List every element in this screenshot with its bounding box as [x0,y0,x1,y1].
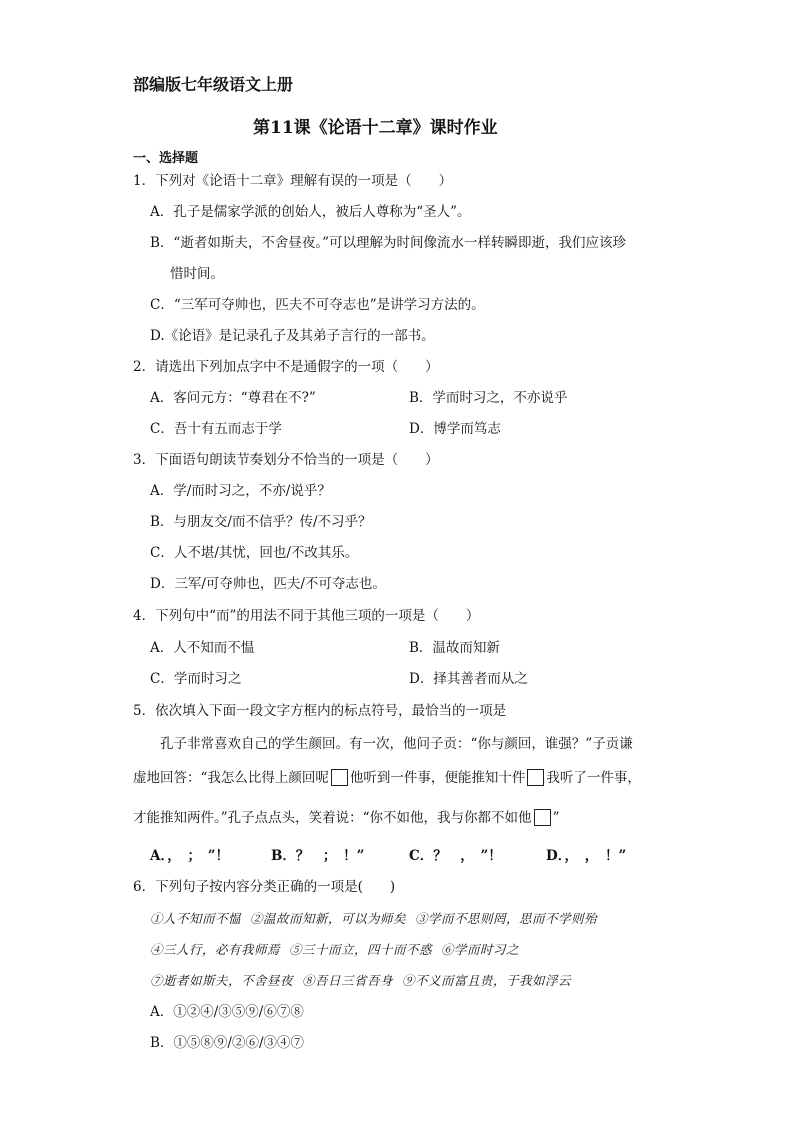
question-1-option-c: C．“三军可夺帅也，匹夫不可夺志也”是讲学习方法的。 [150,297,485,313]
question-5-option-c: C．？ ， ”！ [409,848,502,864]
question-4-option-b: B．温故而知新 [409,640,500,656]
question-5-passage-line-1: 孔子非常喜欢自己的学生颜回。有一次，他问子贡：“你与颜回，谁强？”子贡谦 [160,736,633,752]
page-title: 第11课《论语十二章》课时作业 [253,118,498,138]
question-6-option-b: B．①⑤⑧⑨/②⑥/③④⑦ [150,1035,305,1051]
question-3-option-d: D．三军/可夺帅也，匹夫/不可夺志也。 [150,576,386,592]
sentence-item: ⑥学而时习之 [440,942,519,957]
sentence-item: ⑨不义而富且贵，于我如浮云 [401,973,571,988]
question-3-option-b: B．与朋友交/而不信乎？传/不习乎？ [150,514,372,530]
passage-text: 我听了一件事， [546,770,641,786]
sentence-list-row-3 [150,971,571,989]
question-2-option-b: B．学而时习之，不亦说乎 [409,390,568,406]
sentence-item: ⑤三十而立，四十而不惑 [288,942,432,957]
question-1-option-b-cont: 惜时间。 [170,266,224,282]
question-1-option-b: B．“逝者如斯夫，不舍昼夜。”可以理解为时间像流水一样转瞬即逝，我们应该珍 [150,235,626,251]
passage-text: 才能推知两件。”孔子点点头，笑着说：“你不如他，我与你都不如他 [133,810,532,826]
question-1-option-a: A．孔子是儒家学派的创始人，被后人尊称为“圣人”。 [150,204,471,220]
question-4-stem: 4．下列句中“而”的用法不同于其他三项的一项是（ ） [133,608,480,624]
question-4-option-a: A．人不知而不愠 [150,640,255,656]
question-3-option-c: C．人不堪/其忧，回也/不改其乐。 [150,545,359,561]
question-2-stem: 2．请选出下列加点字中不是通假字的一项（ ） [133,359,439,375]
sentence-item: ②温故而知新，可以为师矣 [249,911,406,926]
sentence-item: ④三人行，必有我师焉 [150,942,281,957]
question-2-option-d: D．博学而笃志 [409,421,501,437]
question-5-option-a: A．， ； ”！ [150,848,229,864]
question-6-stem: 6．下列句子按内容分类正确的一项是( ) [133,879,396,895]
sentence-item: ⑦逝者如斯夫，不舍昼夜 [150,973,294,988]
question-4-option-d: D．择其善者而从之 [409,671,528,687]
document-header: 部编版七年级语文上册 [133,75,294,94]
punctuation-blank-box [534,809,551,826]
question-5-passage-line-2 [133,769,641,787]
question-5-passage-line-3 [133,809,559,827]
section-heading: 一、选择题 [133,151,199,166]
question-2-option-a: A．客问元方：“尊君在不?” [150,390,316,406]
passage-text: ” [552,810,560,826]
question-3-stem: 3．下面语句朗读节奏划分不恰当的一项是（ ） [133,452,439,468]
punctuation-blank-box [331,769,348,786]
sentence-item: ①人不知而不愠 [150,911,242,926]
sentence-item: ③学而不思则罔，思而不学则殆 [414,911,597,926]
passage-text: 虚地回答：“我怎么比得上颜回呢 [133,770,329,786]
question-5-option-d: D．， ， ！” [546,848,627,864]
sentence-list-row-1 [150,909,597,927]
question-6-option-a: A．①②④/③⑤⑨/⑥⑦⑧ [150,1004,304,1020]
sentence-list-row-2 [150,940,519,958]
question-3-option-a: A．学/而时习之，不亦/说乎？ [150,483,331,499]
sentence-item: ⑧吾日三省吾身 [301,973,393,988]
punctuation-blank-box [527,769,544,786]
passage-text: 他听到一件事，便能推知十件 [349,770,526,786]
question-1-stem: 1．下列对《论语十二章》理解有误的一项是（ ） [133,173,453,189]
question-5-stem: 5．依次填入下面一段文字方框内的标点符号，最恰当的一项是 [133,703,507,719]
question-5-option-b: B．？ ； ！” [271,848,365,864]
question-1-option-d: D.《论语》是记录孔子及其弟子言行的一部书。 [150,328,435,344]
question-4-option-c: C．学而时习之 [150,671,242,687]
question-2-option-c: C．吾十有五而志于学 [150,421,282,437]
